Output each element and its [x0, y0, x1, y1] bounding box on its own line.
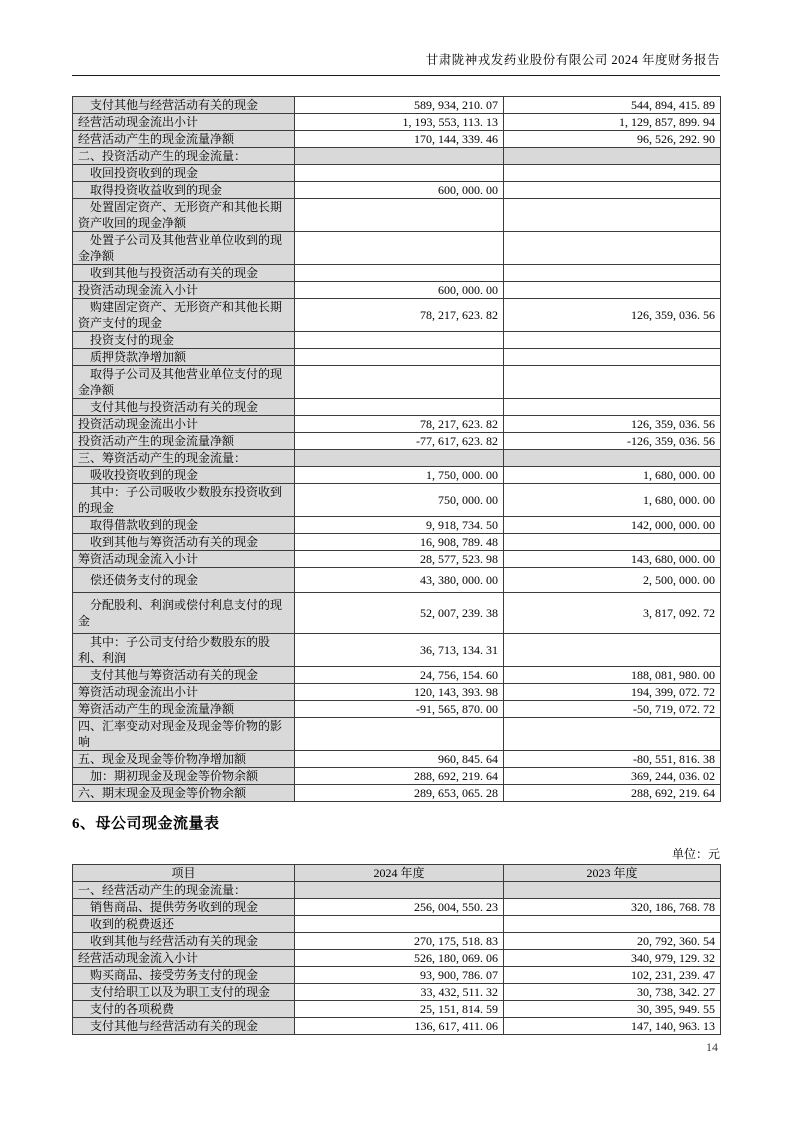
table-row [73, 916, 721, 933]
consolidated-cash-flow-table [72, 96, 721, 802]
value-2024: 589, 934, 210. 07 [295, 97, 504, 114]
value-2024 [295, 199, 504, 232]
page-number: 14 [706, 1040, 718, 1054]
value-2023: 320, 186, 768. 78 [504, 899, 721, 916]
row-item-label: 其中：子公司支付给少数股东的股利、利润 [73, 634, 295, 667]
value-2024: 288, 692, 219. 64 [295, 768, 504, 785]
consolidated-cash-flow-rows [73, 97, 721, 802]
table-row [73, 399, 721, 416]
table-row [73, 165, 721, 182]
table-row [73, 950, 721, 967]
value-2024: 36, 713, 134. 31 [295, 634, 504, 667]
value-2023 [504, 232, 721, 265]
value-2024: 526, 180, 069. 06 [295, 950, 504, 967]
row-item-label: 支付给职工以及为职工支付的现金 [73, 984, 295, 1001]
table-row [73, 768, 721, 785]
value-2024 [295, 366, 504, 399]
value-2024 [295, 265, 504, 282]
value-2024: 24, 756, 154. 60 [295, 667, 504, 684]
column-header-2024: 2024 年度 [295, 865, 504, 882]
value-2023: 102, 231, 239. 47 [504, 967, 721, 984]
row-item-label: 偿还债务支付的现金 [73, 568, 295, 593]
row-item-label: 经营活动现金流入小计 [73, 950, 295, 967]
value-2024: 256, 004, 550. 23 [295, 899, 504, 916]
value-2024: 170, 144, 339. 46 [295, 131, 504, 148]
table-row [73, 349, 721, 366]
unit-label: 单位：元 [671, 847, 720, 861]
table-row [73, 450, 721, 467]
value-2023 [504, 718, 721, 751]
value-2024 [295, 450, 504, 467]
page-content [72, 52, 720, 1055]
value-2024 [295, 232, 504, 265]
column-header-2023: 2023 年度 [504, 865, 721, 882]
row-item-label: 投资活动产生的现金流量净额 [73, 433, 295, 450]
value-2023: 126, 359, 036. 56 [504, 299, 721, 332]
value-2023: 30, 738, 342. 27 [504, 984, 721, 1001]
table-row [73, 114, 721, 131]
value-2023: 96, 526, 292. 90 [504, 131, 721, 148]
table-row [73, 634, 721, 667]
row-item-label: 加：期初现金及现金等价物余额 [73, 768, 295, 785]
row-item-label: 吸收投资收到的现金 [73, 467, 295, 484]
table-row [73, 684, 721, 701]
value-2023 [504, 634, 721, 667]
table-row [73, 899, 721, 916]
table-row [73, 568, 721, 593]
table-row [73, 1001, 721, 1018]
value-2023 [504, 148, 721, 165]
parent-company-table-heading: 6、母公司现金流量表 [72, 816, 220, 832]
value-2023: 369, 244, 036. 02 [504, 768, 721, 785]
value-2024: 52, 007, 239. 38 [295, 593, 504, 634]
row-item-label: 收到的税费返还 [73, 916, 295, 933]
value-2024: 16, 908, 789. 48 [295, 534, 504, 551]
value-2024: -77, 617, 623. 82 [295, 433, 504, 450]
table-row [73, 667, 721, 684]
value-2023 [504, 399, 721, 416]
value-2023 [504, 349, 721, 366]
value-2024: 1, 750, 000. 00 [295, 467, 504, 484]
value-2024: 33, 432, 511. 32 [295, 984, 504, 1001]
table-row [73, 182, 721, 199]
row-item-label: 投资活动现金流出小计 [73, 416, 295, 433]
column-header-item: 项目 [73, 865, 295, 882]
table-row [73, 265, 721, 282]
value-2023: 1, 680, 000. 00 [504, 484, 721, 517]
row-item-label: 分配股利、利润或偿付利息支付的现金 [73, 593, 295, 634]
row-item-label: 投资支付的现金 [73, 332, 295, 349]
value-2023: 194, 399, 072. 72 [504, 684, 721, 701]
value-2024: 750, 000. 00 [295, 484, 504, 517]
table-row [73, 484, 721, 517]
value-2024 [295, 349, 504, 366]
table-row [73, 97, 721, 114]
row-item-label: 经营活动现金流出小计 [73, 114, 295, 131]
row-item-label: 收到其他与投资活动有关的现金 [73, 265, 295, 282]
row-item-label: 处置固定资产、无形资产和其他长期资产收回的现金净额 [73, 199, 295, 232]
value-2024: 43, 380, 000. 00 [295, 568, 504, 593]
value-2024: 28, 577, 523. 98 [295, 551, 504, 568]
value-2024: 1, 193, 553, 113. 13 [295, 114, 504, 131]
row-item-label: 收到其他与筹资活动有关的现金 [73, 534, 295, 551]
table-row [73, 416, 721, 433]
row-item-label: 支付的各项税费 [73, 1001, 295, 1018]
table-row [73, 467, 721, 484]
parent-cash-flow-rows [73, 882, 721, 1035]
table-row [73, 1018, 721, 1035]
value-2023 [504, 265, 721, 282]
value-2024: 25, 151, 814. 59 [295, 1001, 504, 1018]
value-2024: 93, 900, 786. 07 [295, 967, 504, 984]
value-2024 [295, 718, 504, 751]
report-header-title: 甘肃陇神戎发药业股份有限公司 2024 年度财务报告 [72, 52, 720, 76]
value-2023: 544, 894, 415. 89 [504, 97, 721, 114]
row-item-label: 筹资活动现金流入小计 [73, 551, 295, 568]
parent-cash-flow-table [72, 864, 721, 1035]
row-item-label: 质押贷款净增加额 [73, 349, 295, 366]
value-2023 [504, 450, 721, 467]
table-row [73, 433, 721, 450]
table-row [73, 332, 721, 349]
row-item-label: 支付其他与经营活动有关的现金 [73, 97, 295, 114]
value-2023: -126, 359, 036. 56 [504, 433, 721, 450]
value-2024 [295, 399, 504, 416]
row-item-label: 取得子公司及其他营业单位支付的现金净额 [73, 366, 295, 399]
row-item-label: 经营活动产生的现金流量净额 [73, 131, 295, 148]
value-2023: 1, 680, 000. 00 [504, 467, 721, 484]
value-2023: 126, 359, 036. 56 [504, 416, 721, 433]
value-2023 [504, 199, 721, 232]
value-2023 [504, 182, 721, 199]
table-row [73, 593, 721, 634]
value-2023: 143, 680, 000. 00 [504, 551, 721, 568]
value-2023: 288, 692, 219. 64 [504, 785, 721, 802]
row-item-label: 取得投资收益收到的现金 [73, 182, 295, 199]
table-row [73, 785, 721, 802]
value-2023: 147, 140, 963. 13 [504, 1018, 721, 1035]
row-item-label: 购建固定资产、无形资产和其他长期资产支付的现金 [73, 299, 295, 332]
row-item-label: 处置子公司及其他营业单位收到的现金净额 [73, 232, 295, 265]
table-row [73, 299, 721, 332]
value-2024: 289, 653, 065. 28 [295, 785, 504, 802]
table-row [73, 967, 721, 984]
row-item-label: 投资活动现金流入小计 [73, 282, 295, 299]
row-item-label: 收到其他与经营活动有关的现金 [73, 933, 295, 950]
row-item-label: 支付其他与筹资活动有关的现金 [73, 667, 295, 684]
table-row [73, 882, 721, 899]
row-item-label: 二、投资活动产生的现金流量： [73, 148, 295, 165]
row-item-label: 销售商品、提供劳务收到的现金 [73, 899, 295, 916]
value-2023 [504, 366, 721, 399]
table-header-row [73, 865, 721, 882]
value-2024 [295, 165, 504, 182]
row-item-label: 五、现金及现金等价物净增加额 [73, 751, 295, 768]
value-2023: 30, 395, 949. 55 [504, 1001, 721, 1018]
value-2023 [504, 282, 721, 299]
value-2024: 78, 217, 623. 82 [295, 299, 504, 332]
table-row [73, 751, 721, 768]
value-2024 [295, 882, 504, 899]
row-item-label: 筹资活动现金流出小计 [73, 684, 295, 701]
row-item-label: 其中：子公司吸收少数股东投资收到的现金 [73, 484, 295, 517]
row-item-label: 六、期末现金及现金等价物余额 [73, 785, 295, 802]
value-2023: 20, 792, 360. 54 [504, 933, 721, 950]
table-row [73, 701, 721, 718]
table-row [73, 551, 721, 568]
value-2024: 120, 143, 393. 98 [295, 684, 504, 701]
row-item-label: 筹资活动产生的现金流量净额 [73, 701, 295, 718]
row-item-label: 购买商品、接受劳务支付的现金 [73, 967, 295, 984]
value-2023: 1, 129, 857, 899. 94 [504, 114, 721, 131]
value-2023: 340, 979, 129. 32 [504, 950, 721, 967]
value-2023: 3, 817, 092. 72 [504, 593, 721, 634]
row-item-label: 收回投资收到的现金 [73, 165, 295, 182]
value-2023 [504, 332, 721, 349]
row-item-label: 支付其他与经营活动有关的现金 [73, 1018, 295, 1035]
value-2024: -91, 565, 870. 00 [295, 701, 504, 718]
value-2024 [295, 916, 504, 933]
value-2023: 2, 500, 000. 00 [504, 568, 721, 593]
row-item-label: 一、经营活动产生的现金流量： [73, 882, 295, 899]
value-2024: 960, 845. 64 [295, 751, 504, 768]
row-item-label: 取得借款收到的现金 [73, 517, 295, 534]
table-row [73, 131, 721, 148]
table-row [73, 984, 721, 1001]
value-2023: 188, 081, 980. 00 [504, 667, 721, 684]
value-2024: 600, 000. 00 [295, 282, 504, 299]
table-row [73, 718, 721, 751]
value-2023: -80, 551, 816. 38 [504, 751, 721, 768]
value-2023 [504, 534, 721, 551]
value-2024: 78, 217, 623. 82 [295, 416, 504, 433]
table-row [73, 534, 721, 551]
table-row [73, 517, 721, 534]
row-item-label: 支付其他与投资活动有关的现金 [73, 399, 295, 416]
table-row [73, 148, 721, 165]
table-row [73, 282, 721, 299]
value-2024 [295, 148, 504, 165]
table-row [73, 232, 721, 265]
value-2024: 270, 175, 518. 83 [295, 933, 504, 950]
table-row [73, 366, 721, 399]
value-2024 [295, 332, 504, 349]
table-row [73, 933, 721, 950]
value-2023 [504, 165, 721, 182]
row-item-label: 三、筹资活动产生的现金流量： [73, 450, 295, 467]
value-2023 [504, 916, 721, 933]
value-2023 [504, 882, 721, 899]
value-2023: -50, 719, 072. 72 [504, 701, 721, 718]
table-row [73, 199, 721, 232]
value-2024: 9, 918, 734. 50 [295, 517, 504, 534]
value-2023: 142, 000, 000. 00 [504, 517, 721, 534]
value-2024: 600, 000. 00 [295, 182, 504, 199]
value-2024: 136, 617, 411. 06 [295, 1018, 504, 1035]
row-item-label: 四、汇率变动对现金及现金等价物的影响 [73, 718, 295, 751]
